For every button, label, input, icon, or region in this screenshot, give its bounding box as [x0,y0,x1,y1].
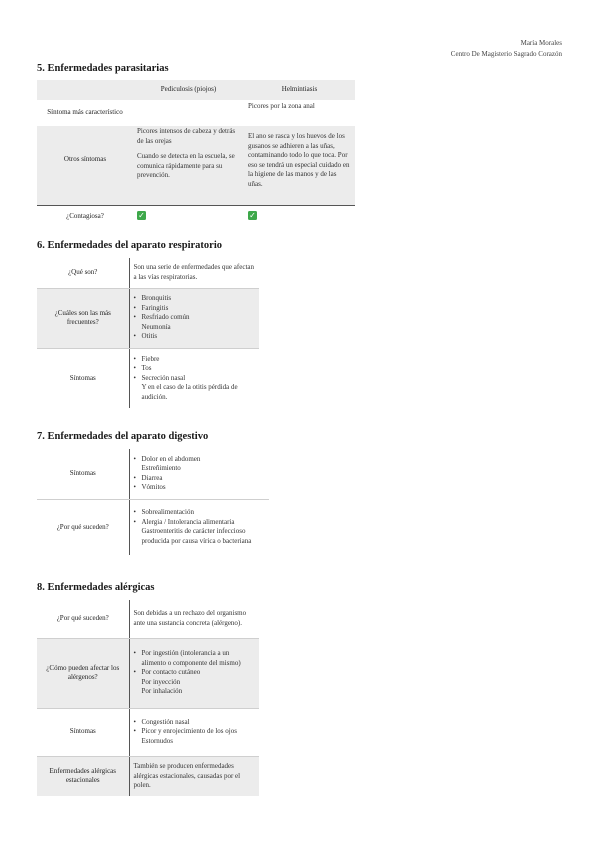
section-6-title: 6. Enfermedades del aparato respiratorio [37,240,222,251]
symptoms-list [134,455,266,493]
check-icon: ✓ [138,211,145,220]
list-item: • Tos [134,364,256,374]
list-item: • Fiebre [134,355,256,365]
list-item: Por inyección [141,677,181,686]
allergen-routes-list [134,649,256,697]
row-main-symptom-label: Síntoma más característico [47,108,123,117]
q-symptoms: Síntomas [69,373,96,382]
respiratory-table [37,258,259,408]
list-item: • Vómitos [134,483,266,493]
a-why-happen: Son debidas a un rechazo del organismo ante una sustancia concreta (alérgeno). [129,600,259,638]
list-item: • Bronquitis [134,294,256,304]
digestive-table [37,449,269,555]
col-pediculosis: Pediculosis (piojos) [160,85,217,94]
a-seasonal: También se producen enfermedades alérgicas estacionales, causadas por el polen. [129,756,259,796]
col-helmintiasis: Helmintiasis [281,85,318,94]
q-why-happen: ¿Por qué suceden? [37,600,129,638]
page-header [451,38,562,60]
frequent-list [134,294,256,342]
list-item: Gastroenteritis de carácter infeccioso producida por causa vírica o bacteriana [141,527,252,545]
list-item: • Faringitis [134,304,256,314]
list-item: • Diarrea [134,474,266,484]
section-7-title: 7. Enfermedades del aparato digestivo [37,431,209,442]
list-item: • Alergia / Intolerancia alimentaria [134,518,266,528]
a-what-are-they: Son una serie de enfermedades que afectan a las vías respiratorias. [129,258,259,288]
q-how-affect: ¿Cómo pueden afectar los alérgenos? [37,638,129,708]
pedic-main-symptom: Picores intensos de cabeza y detrás de las orejas [137,127,236,145]
section-8-title: 8. Enfermedades alérgicas [37,582,155,593]
check-icon: ✓ [249,211,256,220]
causes-list [134,508,266,546]
section-5-title: 5. Enfermedades parasitarias [37,63,169,74]
list-item: • Por contacto cutáneo [134,668,256,678]
q-what-are-they: ¿Qué son? [37,258,129,288]
q-symptoms: Síntomas [37,708,129,756]
parasitic-table [37,80,355,227]
school-name: Centro De Magisterio Sagrado Corazón [450,50,562,58]
symptoms-list [134,355,256,403]
list-item: • Sobrealimentación [134,508,266,518]
list-item: Estreñimiento [141,464,181,473]
list-item: • Por ingestión (intolerancia a un alimento o componente del mismo) [134,649,256,668]
list-item: • Picor y enrojecimiento de los ojos [134,727,256,737]
row-contagious-label: ¿Contagiosa? [37,205,133,227]
q-seasonal: Enfermedades alérgicas estacionales [49,766,117,785]
list-item: • Secreción nasal [134,374,256,384]
list-item: • Dolor en el abdomen [134,455,266,465]
list-item: Estornudos [141,736,173,745]
symptoms-list [134,718,256,747]
q-most-frequent: ¿Cuáles son las más frecuentes? [37,288,129,348]
list-item: Por inhalación [141,687,183,696]
list-item: • Otitis [134,332,256,342]
list-item: • Resfriado común [134,313,256,323]
helmint-main-symptom: Picores por la zona anal [248,102,315,110]
q-why-happen: ¿Por qué suceden? [56,522,109,531]
allergic-table [37,600,259,796]
pedic-other-symptoms: Cuando se detecta en la escuela, se comunica rápidamente para su prevención. [137,152,235,179]
q-symptoms: Síntomas [37,449,129,499]
list-item: Neumonía [141,322,171,331]
author-name: María Morales [520,39,562,47]
list-item: • Congestión nasal [134,718,256,728]
list-item: Y en el caso de la otitis pérdida de audición. [141,383,238,401]
row-other-symptoms-label: Otros síntomas [63,155,107,163]
helmint-other-symptoms: El ano se rasca y los huevos de los gusanos se adhieren a las uñas, contaminando todo lo que toca. Por eso se tendrá un especial cuidado en la higiene de las manos y de las uñas. [248,132,350,188]
